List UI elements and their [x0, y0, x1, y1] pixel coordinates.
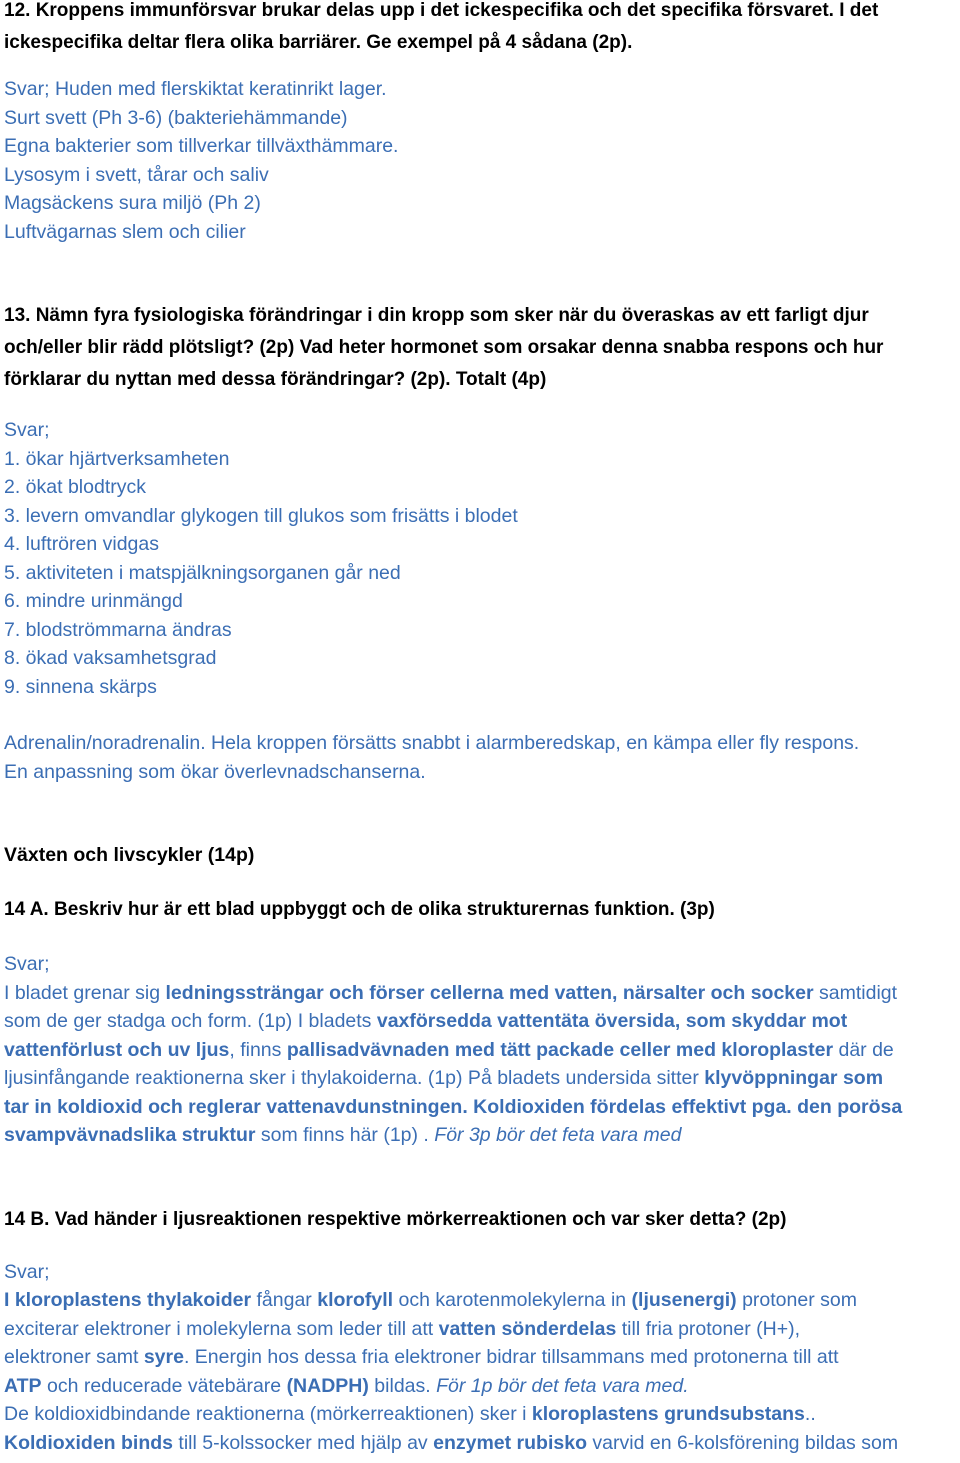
answer-bold-text: ATP — [4, 1374, 42, 1397]
answer-text: till fria protoner (H+), — [616, 1317, 801, 1340]
answer-bold-text: vatten sönderdelas — [438, 1317, 617, 1340]
answer-item: 9. sinnena skärps — [4, 675, 157, 698]
answer-summary-line-1: Adrenalin/noradrenalin. Hela kroppen försätts snabbt i alarmberedskap, en kämpa eller fly respons. — [4, 732, 860, 754]
answer-bold-text: vaxförsedda vattentäta översida, som skyddar mot — [376, 1010, 848, 1032]
answer-text: De koldioxidbindande reaktionerna (mörkerreaktionen) sker i — [4, 1403, 532, 1425]
answer-13 — [4, 416, 956, 786]
answer-item: 3. levern omvandlar glykogen till glukos som frisätts i blodet — [4, 504, 518, 527]
question-13-line-2: och/eller blir rädd plötsligt? (2p) Vad heter hormonet som orsakar denna snabba respons och hur — [4, 337, 884, 358]
answer-bold-text: svampvävnadslika struktur — [4, 1124, 256, 1146]
answer-item: 6. mindre urinmängd — [4, 590, 183, 612]
answer-text: till 5-kolssocker med hjälp av — [173, 1431, 434, 1454]
question-14b: 14 B. Vad händer i ljusreaktionen respektive mörkerreaktionen och var sker detta? (2p) — [4, 1208, 787, 1230]
answer-text: som de ger stadga och form. (1p) I bladets — [4, 1010, 377, 1032]
answer-bold-text: enzymet rubisko — [433, 1431, 587, 1454]
answer-text: där de — [833, 1038, 894, 1061]
answer-14a-line-6 — [4, 1121, 956, 1150]
answer-bold-text: vattenförlust och uv ljus — [4, 1038, 230, 1061]
answer-bold-text: syre — [143, 1346, 184, 1368]
answer-14a-line-4 — [4, 1064, 956, 1093]
answer-bold-text: pallisadvävnaden med tätt packade celler med kloroplaster — [286, 1038, 834, 1061]
answer-bold-text: kloroplastens grundsubstans — [531, 1403, 805, 1425]
answer-text: och karotenmolekylerna in — [393, 1289, 632, 1311]
question-12-line-2: ickespecifika deltar flera olika barriärer. Ge exempel på 4 sådana (2p). — [4, 32, 633, 53]
answer-item: 5. aktiviteten i matspjälkningsorganen går ned — [4, 561, 401, 584]
answer-item: 1. ökar hjärtverksamheten — [4, 447, 230, 470]
answer-summary-line-2: En anpassning som ökar överlevnadschanserna. — [4, 760, 426, 783]
answer-text: protoner som — [736, 1289, 857, 1311]
answer-item: 4. luftrören vidgas — [4, 533, 160, 555]
answer-14b-line-4 — [4, 1372, 956, 1401]
answer-bold-text: I kloroplastens thylakoider — [4, 1289, 252, 1311]
answer-bold-text: klyvöppningar som — [704, 1067, 884, 1089]
answer-italic-note: För 1p bör det feta vara med. — [436, 1374, 689, 1397]
answer-14b-line-3 — [4, 1343, 956, 1372]
answer-14a — [4, 950, 956, 1150]
answer-14b-line-2 — [4, 1315, 956, 1344]
answer-item: Magsäckens sura miljö (Ph 2) — [4, 192, 261, 214]
question-13 — [4, 300, 956, 396]
answer-14a-line-2 — [4, 1007, 956, 1036]
answer-item: 2. ökat blodtryck — [4, 476, 146, 498]
answer-text: .. — [804, 1403, 816, 1425]
section-heading: Växten och livscykler (14p) — [4, 844, 255, 866]
answer-bold-text: ledningssträngar och förser cellerna med vatten, närsalter och socker — [165, 981, 814, 1004]
answer-14a-line-5 — [4, 1093, 956, 1122]
answer-text: som finns här (1p) . — [255, 1124, 435, 1146]
question-12 — [4, 0, 956, 59]
answer-bold-text: (NADPH) — [286, 1374, 369, 1397]
question-14a: 14 A. Beskriv hur är ett blad uppbyggt och de olika strukturernas funktion. (3p) — [4, 899, 715, 920]
answer-italic-note: För 3p bör det feta vara med — [434, 1124, 682, 1146]
answer-14b — [4, 1258, 956, 1458]
question-12-line-1: 12. Kroppens immunförsvar brukar delas upp i det ickespecifika och det specifika försvaret. I det — [4, 0, 879, 21]
answer-bold-text: (ljusenergi) — [631, 1289, 737, 1311]
answer-14b-line-6 — [4, 1429, 956, 1458]
answer-text: I bladet grenar sig — [4, 981, 166, 1004]
answer-item: Luftvägarnas slem och cilier — [4, 220, 246, 243]
answer-label: Svar; — [4, 419, 50, 441]
answer-text: , finns — [229, 1038, 287, 1061]
answer-item: 7. blodströmmarna ändras — [4, 618, 232, 641]
answer-14b-line-1 — [4, 1286, 956, 1315]
answer-label: Svar; — [4, 953, 50, 975]
answer-text: bildas. — [368, 1374, 437, 1397]
answer-text: . Energin hos dessa fria elektroner bidrar tillsammans med protonerna till att — [183, 1346, 839, 1368]
answer-item: Surt svett (Ph 3-6) (bakteriehämmande) — [4, 106, 348, 129]
answer-text: exciterar elektroner i molekylerna som leder till att — [4, 1317, 439, 1340]
question-13-line-1: 13. Nämn fyra fysiologiska förändringar i din kropp som sker när du överaskas av ett farligt djur — [4, 305, 869, 326]
answer-text: och reducerade vätebärare — [41, 1374, 287, 1397]
answer-label: Svar; — [4, 1260, 50, 1283]
answer-item: 8. ökad vaksamhetsgrad — [4, 647, 217, 669]
answer-text: ljusinfångande reaktionerna sker i thylakoiderna. (1p) På bladets undersida sitter — [4, 1067, 705, 1089]
answer-label: Svar; — [4, 78, 50, 100]
document-page — [4, 0, 956, 1457]
answer-bold-text: tar in koldioxid och reglerar vattenavdunstningen. Koldioxiden fördelas effektivt pga. den porösa — [4, 1095, 903, 1118]
answer-14b-line-5 — [4, 1400, 956, 1429]
answer-item: Lysosym i svett, tårar och saliv — [4, 163, 269, 186]
answer-text: samtidigt — [813, 981, 898, 1004]
answer-14a-line-1 — [4, 979, 956, 1008]
answer-item: Huden med flerskiktat keratinrikt lager. — [54, 78, 387, 100]
answer-item: Egna bakterier som tillverkar tillväxthämmare. — [4, 135, 399, 157]
answer-text: fångar — [251, 1289, 318, 1311]
answer-bold-text: Koldioxiden binds — [4, 1431, 173, 1454]
answer-12-line-1 — [4, 75, 956, 104]
question-13-line-3: förklarar du nyttan med dessa förändringar? (2p). Totalt (4p) — [4, 369, 547, 390]
answer-text: varvid en 6-kolsförening bildas som — [587, 1431, 899, 1454]
answer-14a-line-3 — [4, 1036, 956, 1065]
answer-12 — [4, 75, 956, 246]
answer-bold-text: klorofyll — [317, 1289, 394, 1311]
answer-text: elektroner samt — [4, 1346, 144, 1368]
